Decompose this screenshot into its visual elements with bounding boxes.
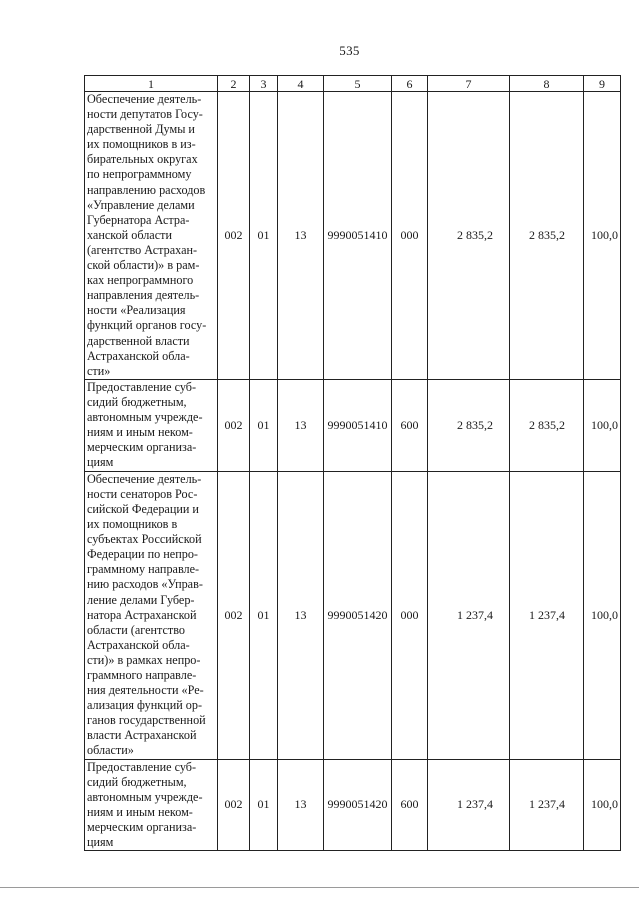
cell-expense-type: 600 bbox=[392, 379, 428, 471]
row-description: Обеспечение деятель- ности депутатов Госу- дарственной Думы и их помощников в из- бирательных округах по непрограммному направлению расходов «Управление делами Губернатора Астра- ханской области (агентство Астрахан- ской области)» в рам- ках непрограммного направления деятель- ности «Реализация функций органов госу- дарственной власти Астраханской обла- сти» bbox=[85, 92, 218, 380]
row-description: Предоставление суб- сидий бюджетным, автономным учрежде- ниям и иным неком- мерческим организа- циям bbox=[85, 759, 218, 851]
cell-subsection: 13 bbox=[278, 759, 324, 851]
cell-ministry-code: 002 bbox=[218, 379, 250, 471]
cell-executed: 1 237,4 bbox=[510, 759, 584, 851]
header-cell-6: 6 bbox=[392, 76, 428, 92]
cell-subsection: 13 bbox=[278, 92, 324, 380]
cell-executed: 1 237,4 bbox=[510, 471, 584, 759]
cell-subsection: 13 bbox=[278, 471, 324, 759]
header-row bbox=[85, 76, 621, 92]
cell-planned: 2 835,2 bbox=[428, 92, 510, 380]
cell-ministry-code: 002 bbox=[218, 471, 250, 759]
cell-section: 01 bbox=[250, 759, 278, 851]
cell-target-article: 9990051410 bbox=[324, 92, 392, 380]
header-cell-2: 2 bbox=[218, 76, 250, 92]
cell-executed: 2 835,2 bbox=[510, 379, 584, 471]
cell-percent: 100,0 bbox=[584, 759, 621, 851]
header-cell-5: 5 bbox=[324, 76, 392, 92]
cell-section: 01 bbox=[250, 379, 278, 471]
header-cell-4: 4 bbox=[278, 76, 324, 92]
cell-target-article: 9990051410 bbox=[324, 379, 392, 471]
cell-expense-type: 600 bbox=[392, 759, 428, 851]
table-row bbox=[85, 379, 621, 471]
header-cell-8: 8 bbox=[510, 76, 584, 92]
header-cell-9: 9 bbox=[584, 76, 621, 92]
cell-section: 01 bbox=[250, 92, 278, 380]
cell-executed: 2 835,2 bbox=[510, 92, 584, 380]
row-description: Предоставление суб- сидий бюджетным, автономным учрежде- ниям и иным неком- мерческим организа- циям bbox=[85, 379, 218, 471]
cell-percent: 100,0 bbox=[584, 379, 621, 471]
row-description: Обеспечение деятель- ности сенаторов Рос- сийской Федерации и их помощников в субъектах Российской Федерации по непро- граммному направле- нию расходов «Управ- ление делами Губер- натора Астраханской области (агентство Астраханской обла- сти)» в рамках непро- граммного направле- ния деятельности «Ре- ализация функций ор- ганов государственной власти Астраханской области» bbox=[85, 471, 218, 759]
cell-expense-type: 000 bbox=[392, 92, 428, 380]
cell-ministry-code: 002 bbox=[218, 92, 250, 380]
table-row bbox=[85, 471, 621, 759]
page-bottom-divider bbox=[0, 887, 639, 888]
page-number: 535 bbox=[339, 43, 360, 58]
cell-expense-type: 000 bbox=[392, 471, 428, 759]
cell-planned: 1 237,4 bbox=[428, 471, 510, 759]
cell-ministry-code: 002 bbox=[218, 759, 250, 851]
header-cell-3: 3 bbox=[250, 76, 278, 92]
cell-planned: 1 237,4 bbox=[428, 759, 510, 851]
table-row bbox=[85, 92, 621, 380]
cell-subsection: 13 bbox=[278, 379, 324, 471]
budget-table bbox=[84, 75, 621, 851]
cell-section: 01 bbox=[250, 471, 278, 759]
table-row bbox=[85, 759, 621, 851]
header-cell-7: 7 bbox=[428, 76, 510, 92]
cell-target-article: 9990051420 bbox=[324, 759, 392, 851]
cell-percent: 100,0 bbox=[584, 92, 621, 380]
cell-percent: 100,0 bbox=[584, 471, 621, 759]
cell-planned: 2 835,2 bbox=[428, 379, 510, 471]
cell-target-article: 9990051420 bbox=[324, 471, 392, 759]
header-cell-1: 1 bbox=[85, 76, 218, 92]
